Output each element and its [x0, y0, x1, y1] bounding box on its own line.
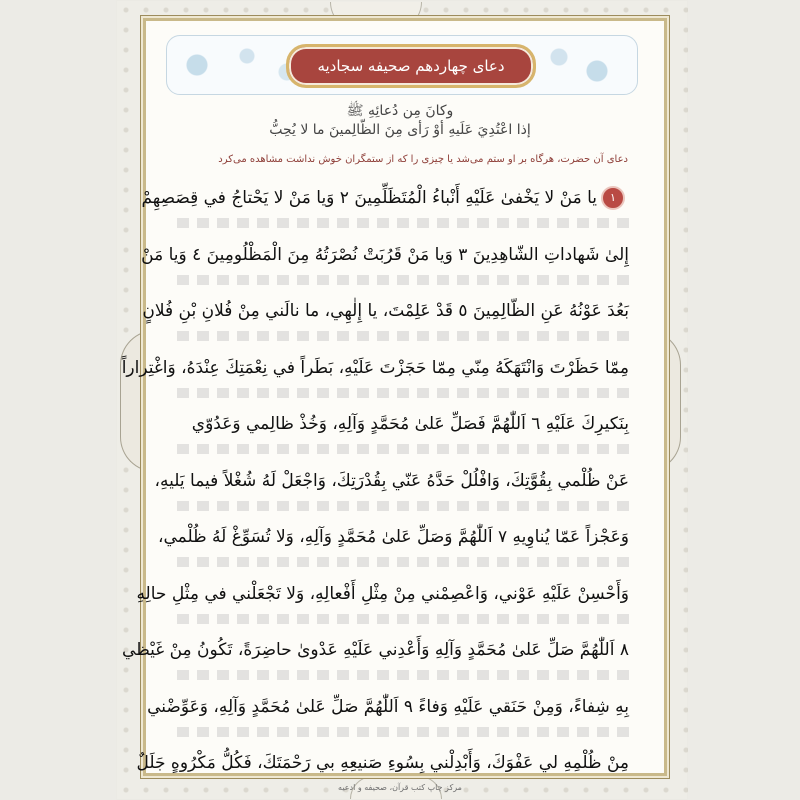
translation-line-6 — [171, 501, 629, 511]
translation-line-3 — [171, 331, 629, 341]
text-line-5-content: بِنَكيرِكَ عَلَيْهِ ٦ اَللّٰهُمَّ فَصَلِّ عَلىٰ مُحَمَّدٍ وَآلِهِ، وَخُذْ ظالِمي وَعَدُوّي — [191, 414, 629, 434]
text-line-7 — [157, 522, 629, 552]
text-line-1-content: يا مَنْ لا يَخْفىٰ عَلَيْهِ أَنْباءُ الْمُتَظَلِّمِينَ ٢ وَيا مَنْ لا يَحْتاجُ في قِصَصِهِمْ — [141, 188, 597, 208]
text-line-11-content: مِنْ ظُلْمِهِ لي عَفْوَكَ، وَأَبْدِلْني بِسُوءِ صَنيعِهِ بي رَحْمَتَكَ، فَكُلُّ مَكْرُوهٍ جَلَلٌ — [136, 753, 629, 773]
footer-credit: مرکز چاپ کتب قرآن، صحیفه و ادعیه — [338, 783, 462, 792]
text-line-5 — [171, 409, 629, 439]
text-line-3-content: بَعُدَ عَوْنُهُ عَنِ الظّالِمِينَ ٥ قَدْ عَلِمْتَ، يا إِلٰهِي، ما نالَني مِنْ فُلانِ بْنِ فُلانٍ — [142, 301, 629, 321]
text-line-8 — [136, 579, 629, 609]
text-line-9 — [122, 635, 629, 665]
attribution-line-1: وكانَ مِن دُعائِهِ ﷺ — [346, 103, 454, 119]
text-line-2 — [141, 240, 629, 270]
text-line-10 — [147, 692, 629, 722]
title-plate — [286, 44, 536, 88]
translation-line-4 — [171, 388, 629, 398]
text-line-4-content: مِمّا حَظَرْتَ وَانْتَهَكَهُ مِنّي مِمّا حَجَزْتَ عَلَيْهِ، بَطَراً في نِعْمَتِكَ عِنْدَهُ، وَاغْتِراراً — [121, 358, 629, 378]
text-line-1 — [141, 183, 629, 213]
text-line-9-content: ٨ اَللّٰهُمَّ صَلِّ عَلىٰ مُحَمَّدٍ وَآلِهِ وَأَعْدِني عَلَيْهِ عَدْوىٰ حاضِرَةً، تَكُونُ مِنْ غَيْظي — [122, 640, 629, 660]
text-line-6 — [154, 466, 629, 496]
text-line-7-content: وَعَجْزاً عَمّا يُناوِيهِ ٧ اَللّٰهُمَّ وَصَلِّ عَلىٰ مُحَمَّدٍ وَآلِهِ، وَلا تُسَوِّغْ لَهُ ظُلْمي، — [157, 527, 629, 547]
translation-line-9 — [171, 670, 629, 680]
text-line-2-content: إِلىٰ شَهاداتِ الشّاهِدِينَ ٣ وَيا مَنْ قَرُبَتْ نُصْرَتُهُ مِنَ الْمَظْلُومِينَ ٤ وَيا مَنْ — [141, 245, 629, 265]
translation-line-1 — [171, 218, 629, 228]
translation-line-10 — [171, 727, 629, 737]
text-line-10-content: بِهِ شِفاءً، وَمِنْ حَنَقي عَلَيْهِ وَفاءً ٩ اَللّٰهُمَّ صَلِّ عَلىٰ مُحَمَّدٍ وَآلِهِ، وَعَوِّضْني — [147, 697, 629, 717]
text-line-8-content: وَأَحْسِنْ عَلَيْهِ عَوْني، وَاعْصِمْني مِنْ مِثْلِ أَفْعالِهِ، وَلا تَجْعَلْني في مِثْلِ حالِهِ — [136, 584, 629, 604]
translation-line-7 — [171, 557, 629, 567]
translation-line-2 — [171, 275, 629, 285]
attribution-line-2: إذا اعْتُدِيَ عَلَيهِ أوْ رَأى مِنَ الظّالِمينَ ما لا يُحِبُّ — [269, 122, 531, 138]
translation-line-5 — [171, 444, 629, 454]
text-line-3 — [142, 296, 629, 326]
text-line-6-content: عَنْ ظُلْمي بِقُوَّتِكَ، وَافْلُلْ حَدَّهُ عَنّي بِقُدْرَتِكَ، وَاجْعَلْ لَهُ شُغْلاً فيما يَليهِ، — [154, 471, 629, 491]
translation-line-8 — [171, 614, 629, 624]
verse-number-1: ١ — [601, 186, 625, 210]
page-title: دعای چهاردهم صحیفه سجادیه — [317, 57, 505, 75]
text-line-11 — [136, 748, 629, 778]
persian-introduction: دعای آن حضرت، هرگاه بر او ستم می‌شد یا چیزی را که از ستمگران خوش نداشت مشاهده می‌کرد — [218, 154, 628, 165]
text-line-4 — [121, 353, 629, 383]
